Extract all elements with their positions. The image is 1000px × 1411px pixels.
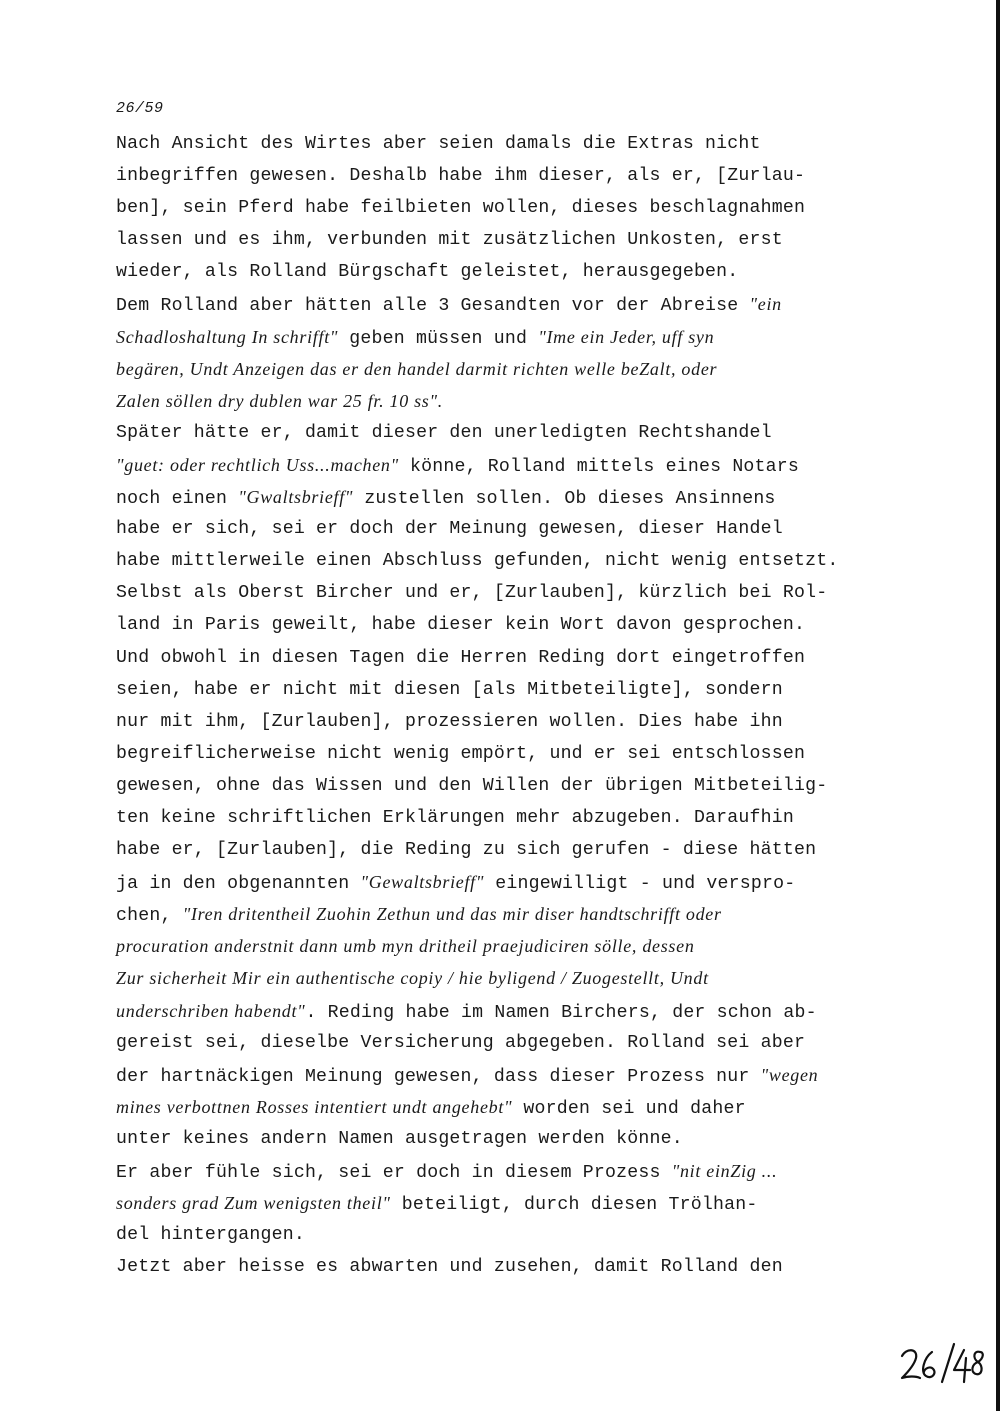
quoted-source-text: Schadloshaltung In schrifft" [116, 326, 339, 347]
text-line [116, 1187, 916, 1219]
quoted-source-text: "guet: oder rechtlich Uss...machen" [116, 454, 399, 475]
text-segment: Selbst als Oberst Bircher und er, [Zurlauben], kürzlich bei Rol- [116, 583, 828, 604]
text-segment: unter keines andern Namen ausgetragen werden könne. [116, 1128, 683, 1149]
text-segment: könne, Rolland mittels eines Notars [398, 456, 800, 477]
text-line [116, 802, 916, 834]
text-line [116, 545, 916, 577]
text-line [116, 417, 916, 449]
text-line [116, 834, 916, 866]
quoted-source-text: "Gwaltsbrieff" [238, 487, 354, 508]
text-segment: eingewilligt - und verspro- [484, 874, 796, 895]
quoted-source-text: begären, Undt Anzeigen das er den handel darmit richten welle beZalt, oder [116, 358, 718, 379]
text-line [116, 160, 916, 192]
quoted-source-text: "ein [749, 294, 782, 315]
text-line [116, 706, 916, 738]
text-line [116, 738, 916, 770]
text-segment: habe er sich, sei er doch der Meinung gewesen, dieser Handel [116, 519, 783, 540]
text-line [116, 288, 916, 320]
text-line [116, 577, 916, 609]
text-segment: gereist sei, dieselbe Versicherung abgegeben. Rolland sei aber [116, 1032, 806, 1053]
text-segment: . Reding habe im Namen Birchers, der schon ab- [305, 1002, 817, 1023]
text-line [116, 1155, 916, 1187]
text-line [116, 256, 916, 288]
quoted-source-text: "wegen [760, 1064, 819, 1085]
page-number: 26/59 [116, 100, 164, 117]
quoted-source-text: "Iren dritentheil Zuohin Zethun und das mir diser handtschrifft oder [182, 904, 722, 925]
text-segment: seien, habe er nicht mit diesen [als Mitbeteiligte], sondern [116, 679, 783, 700]
quoted-source-text: "Ime ein Jeder, uff syn [538, 326, 715, 347]
text-line [116, 513, 916, 545]
text-line [116, 224, 916, 256]
text-segment: zustellen sollen. Ob dieses Ansinnens [353, 489, 776, 510]
text-segment: nur mit ihm, [Zurlauben], prozessieren wollen. Dies habe ihn [116, 711, 783, 732]
text-segment: wieder, als Rolland Bürgschaft geleistet, herausgegeben. [116, 262, 739, 283]
text-line [116, 642, 916, 674]
text-segment: geben müssen und [338, 328, 539, 349]
text-segment: ben], sein Pferd habe feilbieten wollen, dieses beschlagnahmen [116, 198, 806, 219]
document-body [116, 128, 916, 1283]
text-segment: worden sei und daher [512, 1098, 746, 1119]
text-segment: habe er, [Zurlauben], die Reding zu sich gerufen - diese hätten [116, 840, 817, 861]
quoted-source-text: Zalen söllen dry dublen war 25 fr. 10 ss". [116, 390, 443, 411]
text-line [116, 962, 916, 994]
text-line [116, 898, 916, 930]
text-segment: gewesen, ohne das Wissen und den Willen der übrigen Mitbeteilig- [116, 775, 828, 796]
text-line [116, 449, 916, 481]
text-segment: habe mittlerweile einen Abschluss gefunden, nicht wenig entsetzt. [116, 551, 839, 572]
text-line [116, 609, 916, 641]
text-segment: noch einen [116, 489, 239, 510]
text-line [116, 1219, 916, 1251]
text-line [116, 866, 916, 898]
text-line [116, 1059, 916, 1091]
text-line [116, 353, 916, 385]
text-segment: der hartnäckigen Meinung gewesen, dass dieser Prozess nur [116, 1066, 761, 1087]
text-segment: chen, [116, 906, 183, 927]
text-segment: Nach Ansicht des Wirtes aber seien damals die Extras nicht [116, 134, 761, 154]
scan-edge [996, 0, 1000, 1411]
text-line [116, 1027, 916, 1059]
text-line [116, 1123, 916, 1155]
text-line [116, 995, 916, 1027]
quoted-source-text: mines verbottnen Rosses intentiert undt angehebt" [116, 1096, 513, 1117]
text-segment: Später hätte er, damit dieser den unerledigten Rechtshandel [116, 422, 772, 443]
quoted-source-text: underschriben habendt" [116, 1000, 306, 1021]
quoted-source-text: sonders grad Zum wenigsten theil" [116, 1193, 391, 1214]
text-segment: ten keine schriftlichen Erklärungen mehr abzugeben. Daraufhin [116, 807, 794, 828]
text-segment: Dem Rolland aber hätten alle 3 Gesandten vor der Abreise [116, 296, 750, 317]
text-line [116, 1251, 916, 1283]
text-line [116, 1091, 916, 1123]
text-segment: begreiflicherweise nicht wenig empört, und er sei entschlossen [116, 743, 806, 764]
text-segment: lassen und es ihm, verbunden mit zusätzlichen Unkosten, erst [116, 230, 783, 251]
text-segment: inbegriffen gewesen. Deshalb habe ihm dieser, als er, [Zurlau- [116, 166, 806, 187]
quoted-source-text: Zur sicherheit Mir ein authentische copiy / hie byligend / Zuogestellt, Undt [116, 968, 709, 989]
handwritten-page-number [898, 1338, 988, 1388]
quoted-source-text: procuration anderstnit dann umb myn dritheil praejudiciren sölle, dessen [116, 936, 695, 957]
text-segment: ja in den obgenannten [116, 874, 361, 895]
text-segment: Und obwohl in diesen Tagen die Herren Reding dort eingetroffen [116, 647, 806, 668]
text-segment: Jetzt aber heisse es abwarten und zusehen, damit Rolland den [116, 1257, 783, 1278]
text-segment: land in Paris geweilt, habe dieser kein Wort davon gesprochen. [116, 615, 806, 636]
quoted-source-text: "Gewaltsbrieff" [360, 872, 485, 893]
text-segment: Er aber fühle sich, sei er doch in diesem Prozess [116, 1163, 672, 1183]
text-segment: beteiligt, durch diesen Trölhan- [390, 1195, 758, 1216]
text-line [116, 192, 916, 224]
text-segment: del hintergangen. [116, 1225, 305, 1246]
text-line [116, 674, 916, 706]
text-line [116, 770, 916, 802]
text-line [116, 321, 916, 353]
text-line [116, 481, 916, 513]
text-line [116, 385, 916, 417]
text-line [116, 930, 916, 962]
text-line [116, 128, 916, 160]
quoted-source-text: "nit einZig ... [671, 1161, 778, 1181]
